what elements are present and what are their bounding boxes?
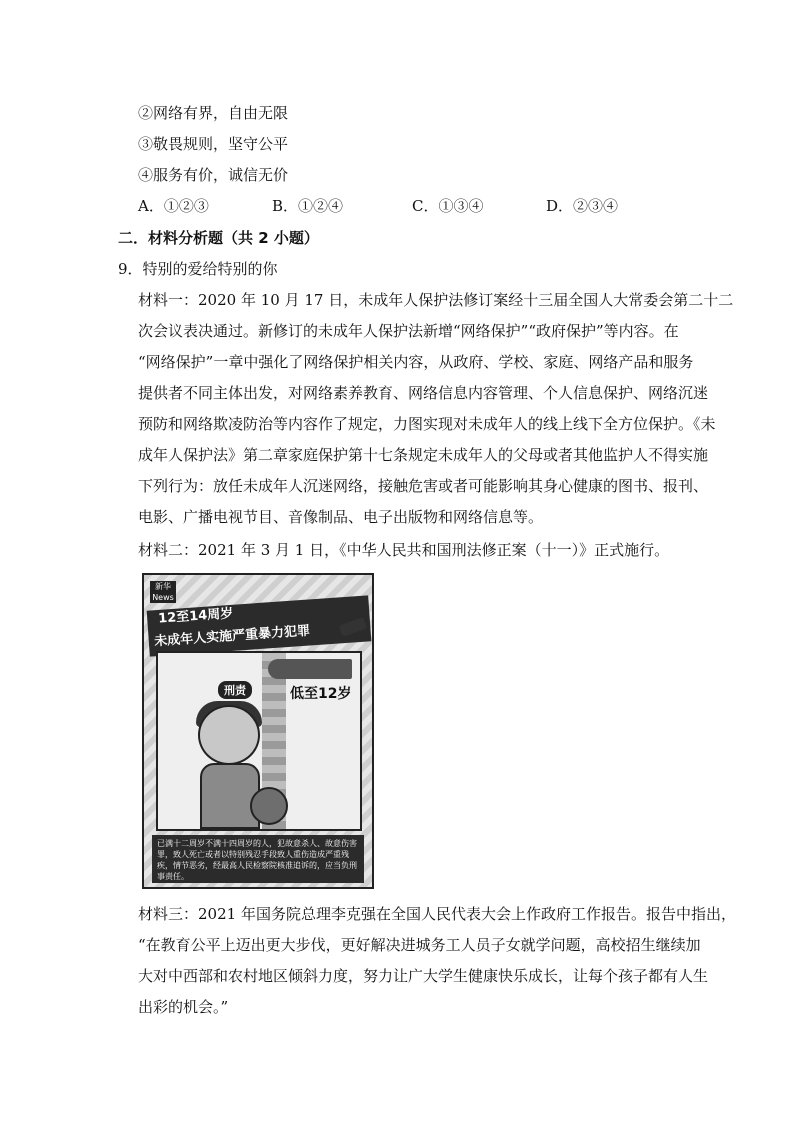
material-1-line: 材料一：2020 年 10 月 17 日，未成年人保护法修订案经十三届全国人大常委会第二十二 [138, 291, 734, 309]
poster-caption: 已满十二周岁不满十四周岁的人，犯故意杀人、故意伤害罪，致人死亡或者以特别残忍手段致人重伤造成严重残疾，情节恶劣，经最高人民检察院核准追诉的，应当负刑事责任。 [152, 835, 364, 883]
poster-title-line1: 12至14周岁 [157, 606, 234, 627]
basketball-icon [250, 787, 288, 825]
poster-age-text: 低至12岁 [290, 686, 352, 702]
material-3-line: 大对中西部和农村地区倾斜力度，努力让广大学生健康快乐成长，让每个孩子都有人生 [138, 967, 709, 985]
material-1-line: 预防和网络欺凌防治等内容作了规定，力图实现对未成年人的线上线下全方位保护。《未 [138, 415, 716, 433]
option-item-2: ②网络有界，自由无限 [138, 104, 289, 122]
news-logo: 新华 News [150, 581, 176, 603]
child-head [198, 705, 260, 765]
material-3-line: 材料三：2021 年国务院总理李克强在全国人民代表大会上作政府工作报告。报告中指出， [138, 905, 736, 923]
answer-b: B．①②④ [272, 197, 344, 215]
answer-c: C．①③④ [412, 197, 484, 215]
poster-title-line2: 未成年人实施严重暴力犯罪 [153, 623, 311, 650]
poster-tag: 刑责 [218, 681, 252, 699]
poster-illustration [156, 651, 362, 831]
hand-icon [268, 659, 352, 679]
material-1 [138, 285, 734, 533]
law-poster-image [142, 573, 374, 889]
child-body [200, 763, 260, 829]
answer-a: A．①②③ [138, 197, 209, 215]
material-1-line: 下列行为：放任未成年人沉迷网络，接触危害或者可能影响其身心健康的图书、报刊、 [138, 477, 709, 495]
option-item-4: ④服务有价，诚信无价 [138, 166, 289, 184]
question-title: 9．特别的爱给特别的你 [118, 260, 278, 278]
material-1-line: 电影、广播电视节目、音像制品、电子出版物和网络信息等。 [138, 508, 544, 526]
material-3-line: 出彩的机会。” [138, 998, 229, 1016]
option-item-3: ③敬畏规则，坚守公平 [138, 135, 289, 153]
material-1-line: 次会议表决通过。新修订的未成年人保护法新增“网络保护”“政府保护”等内容。在 [138, 322, 679, 340]
material-2: 材料二：2021 年 3 月 1 日，《中华人民共和国刑法修正案（十一）》正式施行。 [138, 541, 670, 559]
material-1-line: “网络保护”一章中强化了网络保护相关内容，从政府、学校、家庭、网络产品和服务 [138, 353, 694, 371]
answer-d: D．②③④ [546, 197, 619, 215]
section-heading: 二．材料分析题（共 2 小题） [118, 229, 319, 247]
material-1-line: 提供者不同主体出发，对网络素养教育、网络信息内容管理、个人信息保护、网络沉迷 [138, 384, 709, 402]
material-3-line: “在教育公平上迈出更大步伐，更好解决进城务工人员子女就学问题，高校招生继续加 [138, 936, 701, 954]
material-3 [138, 899, 736, 1023]
material-1-line: 成年人保护法》第二章家庭保护第十七条规定未成年人的父母或者其他监护人不得实施 [138, 446, 709, 464]
